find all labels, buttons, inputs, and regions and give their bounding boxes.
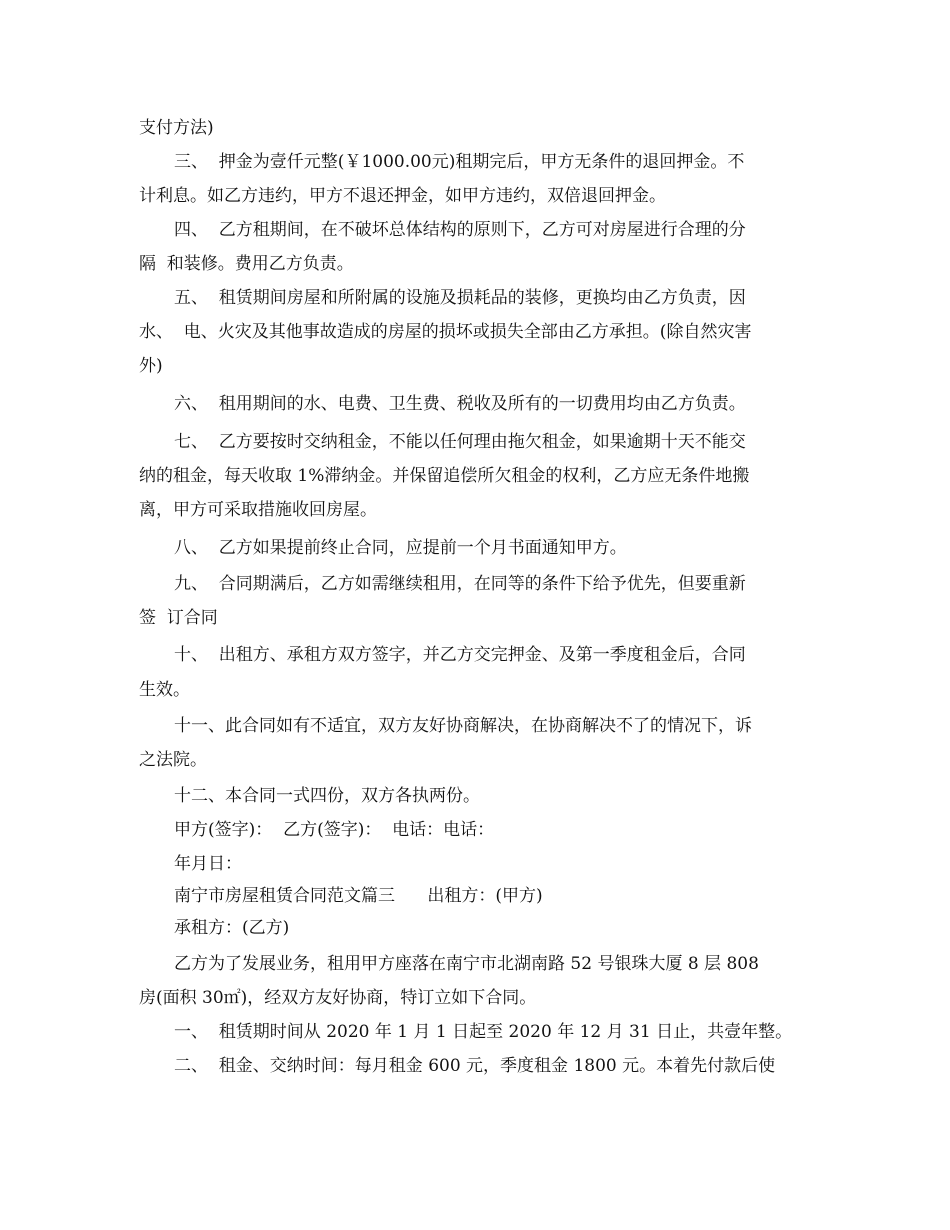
text-line: 签 订合同 (139, 608, 218, 628)
text-line: 三、 押金为壹仟元整(￥1000.00元)租期完后，甲方无条件的退回押金。不 (174, 152, 745, 172)
text-line: 九、 合同期满后，乙方如需继续租用，在同等的条件下给予优先，但要重新 (174, 574, 746, 594)
text-line: 二、 租金、交纳时间：每月租金 600 元，季度租金 1800 元。本着先付款后使 (174, 1056, 776, 1076)
text-line: 支付方法) (139, 118, 214, 138)
text-line: 承租方：(乙方) (174, 918, 290, 938)
text-line: 五、 租赁期间房屋和所附属的设施及损耗品的装修，更换均由乙方负责，因 (174, 288, 746, 308)
text-line: 六、 租用期间的水、电费、卫生费、税收及所有的一切费用均由乙方负责。 (174, 394, 746, 414)
text-line: 年月日： (174, 854, 242, 874)
text-line: 房(面积 30㎡)，经双方友好协商，特订立如下合同。 (139, 988, 537, 1008)
text-line: 八、 乙方如果提前终止合同，应提前一个月书面通知甲方。 (174, 538, 627, 558)
text-line: 七、 乙方要按时交纳租金，不能以任何理由拖欠租金，如果逾期十天不能交 (174, 432, 746, 452)
text-line: 计利息。如乙方违约，甲方不退还押金，如甲方违约，双倍退回押金。 (139, 186, 666, 206)
text-line: 十、 出租方、承租方双方签字，并乙方交完押金、及第一季度租金后，合同 (174, 645, 746, 665)
text-line: 纳的租金，每天收取 1%滞纳金。并保留追偿所欠租金的权利，乙方应无条件地搬 (139, 466, 750, 486)
text-line: 外) (139, 356, 163, 376)
text-line: 四、 乙方租期间，在不破坏总体结构的原则下，乙方可对房屋进行合理的分 (174, 220, 746, 240)
text-line: 南宁市房屋租赁合同范文篇三 出租方：(甲方) (174, 886, 543, 906)
text-line: 之法院。 (139, 750, 207, 770)
text-line: 甲方(签字)： 乙方(签字)： 电话：电话： (174, 820, 495, 840)
text-line: 十一、此合同如有不适宜，双方友好协商解决，在协商解决不了的情况下，诉 (174, 716, 752, 736)
text-line: 生效。 (139, 680, 190, 700)
text-line: 乙方为了发展业务，租用甲方座落在南宁市北湖南路 52 号银珠大厦 8 层 808 (174, 954, 759, 974)
text-line: 水、 电、火灾及其他事故造成的房屋的损坏或损失全部由乙方承担。(除自然灾害 (139, 322, 752, 342)
text-line: 十二、本合同一式四份，双方各执两份。 (174, 786, 480, 806)
text-line: 一、 租赁期时间从 2020 年 1 月 1 日起至 2020 年 12 月 31 日止，共壹年整。 (174, 1022, 793, 1042)
text-line: 隔 和装修。费用乙方负责。 (139, 254, 354, 274)
text-line: 离，甲方可采取措施收回房屋。 (139, 500, 377, 520)
